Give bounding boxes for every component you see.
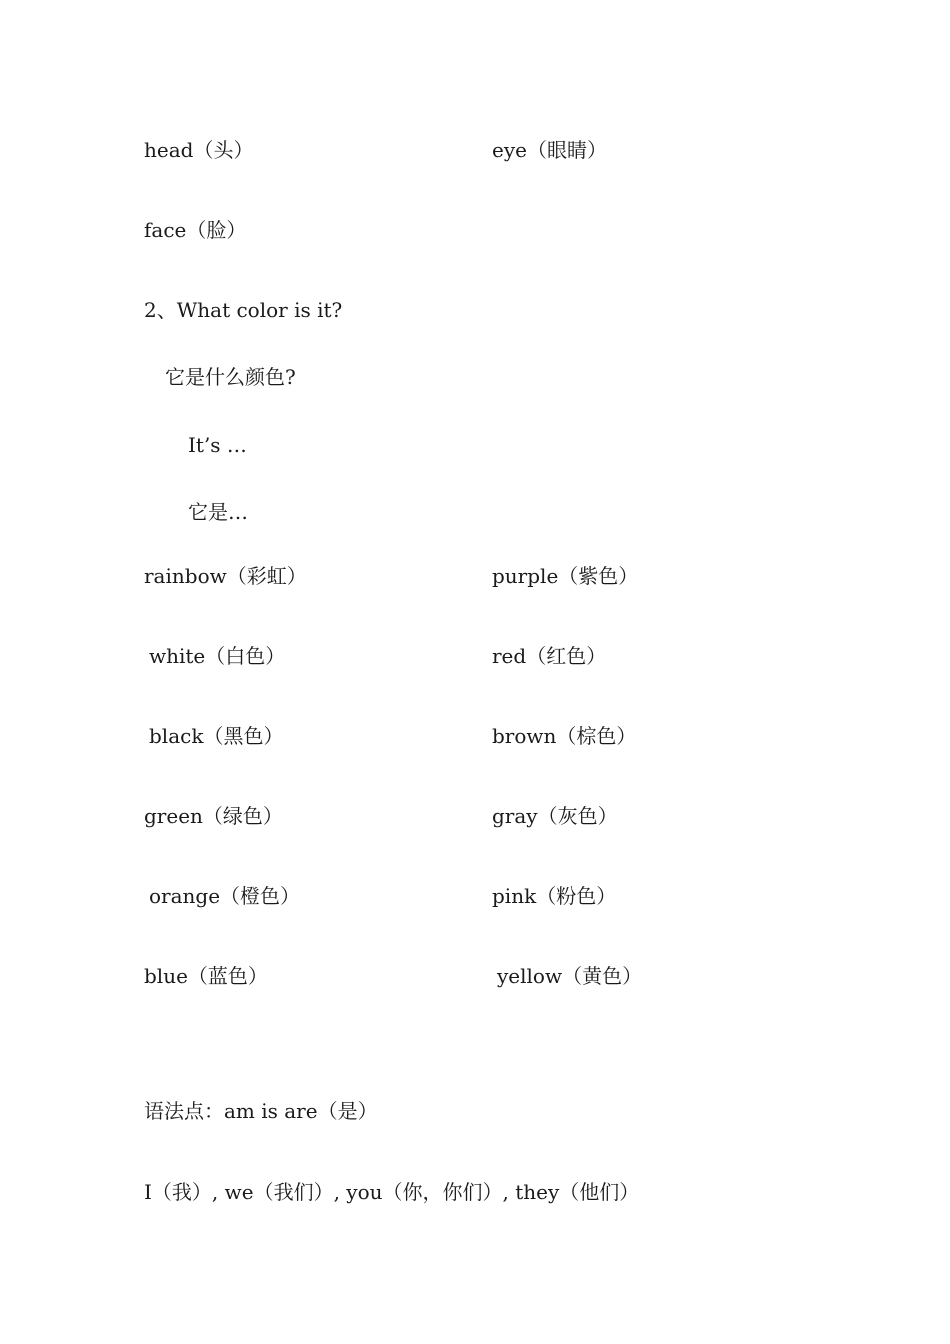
color-white: white（白色） (149, 644, 286, 668)
color-red: red（红色） (492, 644, 607, 668)
color-gray: gray（灰色） (492, 804, 618, 828)
vocab-head: head（头） (144, 138, 254, 162)
grammar-heading: 语法点：am is are（是） (144, 1099, 378, 1123)
color-blue: blue（蓝色） (144, 964, 268, 988)
vocab-eye: eye（眼睛） (492, 138, 607, 162)
color-pink: pink（粉色） (492, 884, 617, 908)
color-yellow: yellow（黄色） (497, 964, 643, 988)
section-heading: 2、What color is it? (144, 298, 343, 322)
color-black: black（黑色） (149, 724, 284, 748)
color-brown: brown（棕色） (492, 724, 637, 748)
answer-chinese: 它是… (188, 500, 248, 524)
color-rainbow: rainbow（彩虹） (144, 564, 307, 588)
answer-english: It’s … (188, 433, 247, 457)
grammar-pronouns: I（我）, we（我们）, you（你，你们）, they（他们） (144, 1180, 640, 1204)
vocab-face: face（脸） (144, 218, 247, 242)
color-green: green（绿色） (144, 804, 283, 828)
color-orange: orange（橙色） (149, 884, 301, 908)
question-chinese: 它是什么颜色? (165, 365, 296, 389)
color-purple: purple（紫色） (492, 564, 639, 588)
